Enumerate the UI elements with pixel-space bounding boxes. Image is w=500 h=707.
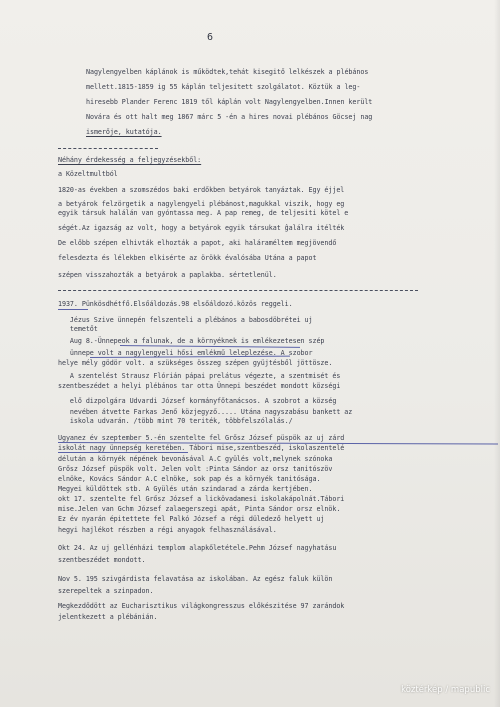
text-line: mise.Jelen van Gchm József zalaegerszegi apát, Pinta Sándor orsz elnök. (58, 505, 341, 513)
page-number: 6 (207, 32, 214, 43)
text-line: mellett.1815-1859 ig 55 káplán teljesitett szolgálatot. Köztük a leg- (86, 83, 361, 91)
text-line: helye mély gödör volt. a szükséges összeg szépen gyüjtésből jöttösze. (58, 359, 333, 367)
pen-underline (90, 356, 290, 358)
text-line: okt 17. szentelte fel Grősz József a lickövadamesi iskolakápolnát.Tábori (58, 495, 345, 503)
text-line: hegyi hajlékot részben a régi anyagok felhasználásával. (58, 526, 277, 534)
text-line: Megyei küldöttek stb. A Gyülés után szindarad a zárda kertjében. (58, 485, 313, 493)
text-line: szerepeltek a szinpadon. (58, 587, 154, 595)
dashed-divider (58, 290, 418, 291)
subheading: a Közeltmultból (58, 170, 118, 178)
text-line: ünnepe volt a nagylengyeli hősi emlékmű leleplezése. A szobor (58, 349, 313, 357)
text-line: Nagylengyelben káplánok is működtek,tehát kisegitő lelkészek a plébános (86, 68, 369, 76)
section-heading: Néhány érdekesség a feljegyzésekből: (58, 156, 202, 164)
text-line: Aug 8.-Ünnepeok a falunak, de a környéknek is emlékezetesen szép (58, 337, 325, 345)
text-line: szépen visszahozták a betyárok a paplakba. sértetlenül. (58, 271, 277, 279)
text-line: Grősz József püspök volt. Jelen volt :Pinta Sándor az orsz tanitószöv (58, 465, 333, 473)
text-line: elnöke, Kovács Sándor A.C elnöke, sok pap és a környék tanitósága. (58, 475, 321, 483)
text-line: Novára és ott halt meg 1867 márc 5 -én a hires novai plébános Göcsej nag (86, 113, 373, 121)
text-line: nevében átvette Farkas Jenő közjegyző..... Utána nagyszabásu bankett az (58, 408, 353, 416)
text-line: a betyárok felzörgetik a nagylengyeli plébánost,magukkal viszik, hogy eg (58, 200, 345, 208)
text-line: iskolát nagy ünnepség keretében. Tábori mise,szentbeszéd, iskolaszentelé (58, 444, 345, 452)
pen-underline (58, 309, 88, 310)
pen-underline (120, 345, 300, 348)
text-line: felesdezta és lélekben elkisérte az örökk évalósába Utána a papot (58, 254, 317, 262)
text-line: Ez év nyarán épitettete fel Palkó József a régi düledező helyett uj (58, 515, 325, 523)
text-line: temetőt (58, 325, 98, 333)
text-line: Okt 24. Az uj gellénházi templom alapkőletétele.Pehm József nagyhatásu (58, 544, 337, 552)
text-line: 1820-as években a szomszédos baki erdőkben betyárok tanyáztak. Egy éjjel (58, 186, 345, 194)
text-line: De előbb szépen elhivták elhozták a papot, aki haláraméltem megjövendő (58, 239, 337, 247)
text-line: hiresebb Plander Ferenc 1819 től káplán volt Nagylengyelben.Innen került (86, 98, 373, 106)
text-line: 1937. Pünkösdhétfő.Elsőáldozás.98 elsőáldozó.közös reggeli. (58, 300, 293, 308)
text-line: Megkezdődött az Eucharisztikus világkongresszus előkészitése 97 zarándok (58, 602, 345, 610)
text-line: szentbeszédet mondott. (58, 556, 146, 564)
pen-underline (58, 452, 188, 453)
text-line: A szentelést Strausz Flórián pápai prelátus végezte, a szentmisét és (58, 372, 341, 380)
text-line: ségét.Az igazság az volt, hogy a betyárok egyik társukat ĝalálra itélték (58, 224, 345, 232)
text-line: délután a környék népének bevonásával A.C gyülés volt,melynek szónoka (58, 455, 333, 463)
dashed-divider (58, 148, 158, 149)
text-line: iskola udvarán. /több mint 70 teriték, többfelszólalás./ (58, 417, 293, 425)
text-line: Jézus Szive ünnepén felszenteli a plébános a babosdöbrétei uj (58, 316, 313, 324)
text-line: szentbeszédet a helyi plébános tar otta Ünnepi beszédet mondott községi (58, 382, 341, 390)
text-line: Nov 5. 195 szivgárdista felavatása az iskolában. Az egész faluk külön (58, 575, 333, 583)
text-line: elő dizpolgára Udvardi József kormányfőtanácsos. A szobrot a község (58, 397, 337, 405)
text-line: ismerője, kutatója. (86, 128, 162, 136)
page-edge-shadow (494, 0, 500, 707)
text-line: egyik társuk halálán van gyóntassa meg. A pap remeg, de teljesiti kötel e (58, 209, 349, 217)
text-line: jelentkezett a plébánián. (58, 613, 158, 621)
watermark: köztérkép / mapublic (401, 685, 490, 695)
text-line: Ugyanez év szeptember 5.-én szentelte fel Grősz József püspök az uj zárd (58, 434, 345, 442)
